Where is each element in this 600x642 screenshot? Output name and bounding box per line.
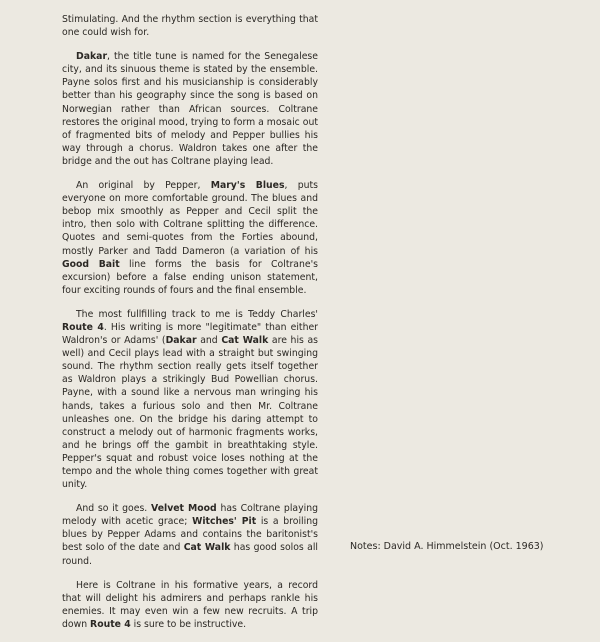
notes-credit: Notes: David A. Himmelstein (Oct. 1963) <box>350 541 544 552</box>
text-run: The most fullfilling track to me is Teddy Charles' <box>76 308 318 320</box>
text-run: Stimulating. And the rhythm section is everything that one could wish for. <box>62 14 318 39</box>
track-title: Good Bait <box>62 258 120 270</box>
track-title: Mary's Blues <box>210 180 285 192</box>
text-run: is sure to be instructive. <box>130 618 247 630</box>
paragraph <box>62 579 318 631</box>
text-run: has good solos all round. <box>62 542 318 567</box>
text-run: . His writing is more "legitimate" than either Waldron's or Adams' ( <box>62 321 319 347</box>
text-run: Here is Coltrane in his formative years, a record that will delight his admirers and perhaps rankle his enemies. It may even win a few new recruits. A trip down <box>62 579 318 630</box>
track-title: Route 4 <box>90 618 131 630</box>
text-run: An original by Pepper, <box>76 180 211 192</box>
track-title: Dakar <box>76 51 108 63</box>
track-title: Cat Walk <box>183 542 231 554</box>
track-title: Dakar <box>165 335 197 347</box>
track-title: Route 4 <box>62 321 104 333</box>
paragraph <box>62 179 318 297</box>
text-run: And so it goes. <box>76 503 152 515</box>
track-title: Cat Walk <box>221 335 269 347</box>
paragraph <box>62 13 318 39</box>
paragraph <box>62 308 318 491</box>
text-run: and <box>196 335 222 347</box>
text-run: line forms the basis for Coltrane's excursion) before a false ending unison statement, four exciting rounds of fours and the final ensemble. <box>62 258 318 296</box>
text-run: has Coltrane playing melody with acetic grace; <box>62 503 318 528</box>
liner-notes-text-column <box>62 13 318 642</box>
text-run: are his as well) and Cecil plays lead with a straight but swinging sound. The rhythm section really gets itself together as Waldron plays a strikingly Bud Powellian chorus. Payne, with a sound like a nervous man wringing his hands, takes a furious solo and then Mr. Coltrane unleashes one. On the bridge his daring attempt to construct a melody out of harmonic fragments works, and he brings off the gambit in breathtaking style. Pepper's squat and robust voice loses nothing at the tempo and the whole thing comes together with great unity. <box>62 335 319 491</box>
text-run: , puts everyone on more comfortable ground. The blues and bebop mix smoothly as Pepper and Cecil split the intro, then solo with Coltrane splitting the difference. Quotes and semi-quotes from the Forties abound, mostly Parker and Tadd Dameron (a variation of his <box>62 180 318 257</box>
track-title: Witches' Pit <box>192 516 257 528</box>
text-run: , the title tune is named for the Senegalese city, and its sinuous theme is stated by the ensemble. Payne solos first and his musicianship is considerably better than his geography since the song is based on Norwegian rather than African sources. Coltrane restores the original mood, trying to form a mosaic out of fragmented bits of melody and Pepper bullies his way through a chorus. Waldron takes one after the bridge and the out has Coltrane playing lead. <box>62 51 318 167</box>
paragraph <box>62 502 318 567</box>
text-run: is a broiling blues by Pepper Adams and contains the baritonist's best solo of the date and <box>62 516 318 554</box>
track-title: Velvet Mood <box>151 503 217 515</box>
paragraph <box>62 50 318 168</box>
